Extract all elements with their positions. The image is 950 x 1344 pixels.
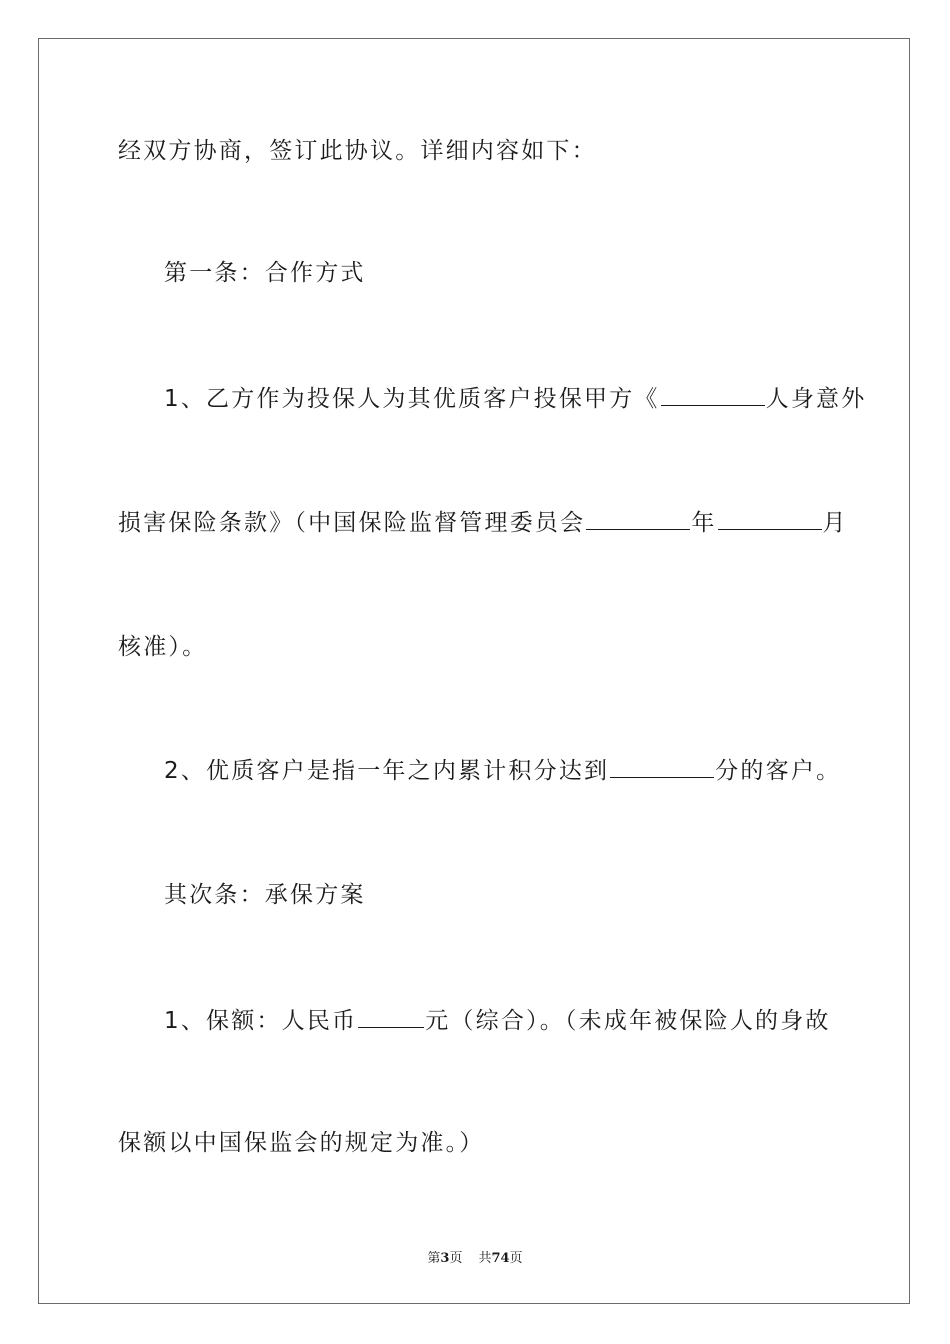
total-suffix: 页 [509, 1251, 523, 1266]
text-segment: 2、优质客户是指一年之内累计积分达到 [164, 758, 610, 784]
article-1-heading: 第一条：合作方式 [164, 260, 366, 286]
fill-blank-year[interactable] [586, 509, 690, 530]
page-border [38, 38, 910, 1304]
fill-blank-insurance-name[interactable] [661, 385, 765, 406]
total-prefix: 共 [478, 1251, 492, 1266]
fill-blank-month[interactable] [718, 509, 822, 530]
text-segment: 人身意外 [765, 386, 867, 412]
article-2-heading: 其次条：承保方案 [164, 882, 366, 908]
text-segment: 元（综合）。（未成年被保险人的身故 [425, 1008, 831, 1034]
page-footer [0, 1247, 950, 1266]
text-segment: 1、乙方作为投保人为其优质客户投保甲方《 [164, 386, 660, 412]
page-suffix: 页 [449, 1251, 463, 1266]
article-2-clause-1 [164, 1006, 884, 1036]
page-number: 3 [440, 1251, 450, 1266]
fill-blank-amount[interactable] [358, 1007, 424, 1028]
total-pages: 74 [491, 1251, 510, 1266]
article-1-clause-1-cont [118, 508, 848, 538]
text-segment: 月 [822, 510, 848, 536]
text-segment: 损害保险条款》（中国保险监督管理委员会 [118, 510, 586, 536]
text-segment: 分的客户。 [715, 758, 842, 784]
paragraph-intro: 经双方协商，签订此协议。详细内容如下： [118, 138, 597, 164]
text-segment: 年 [691, 510, 717, 536]
article-1-clause-1 [164, 384, 884, 414]
article-1-clause-1-end: 核准）。 [118, 634, 208, 660]
text-segment: 1、保额：人民币 [164, 1008, 358, 1034]
fill-blank-points[interactable] [610, 757, 714, 778]
page-prefix: 第 [427, 1251, 441, 1266]
article-1-clause-2 [164, 756, 884, 786]
article-2-clause-1-cont: 保额以中国保监会的规定为准。） [118, 1130, 485, 1156]
